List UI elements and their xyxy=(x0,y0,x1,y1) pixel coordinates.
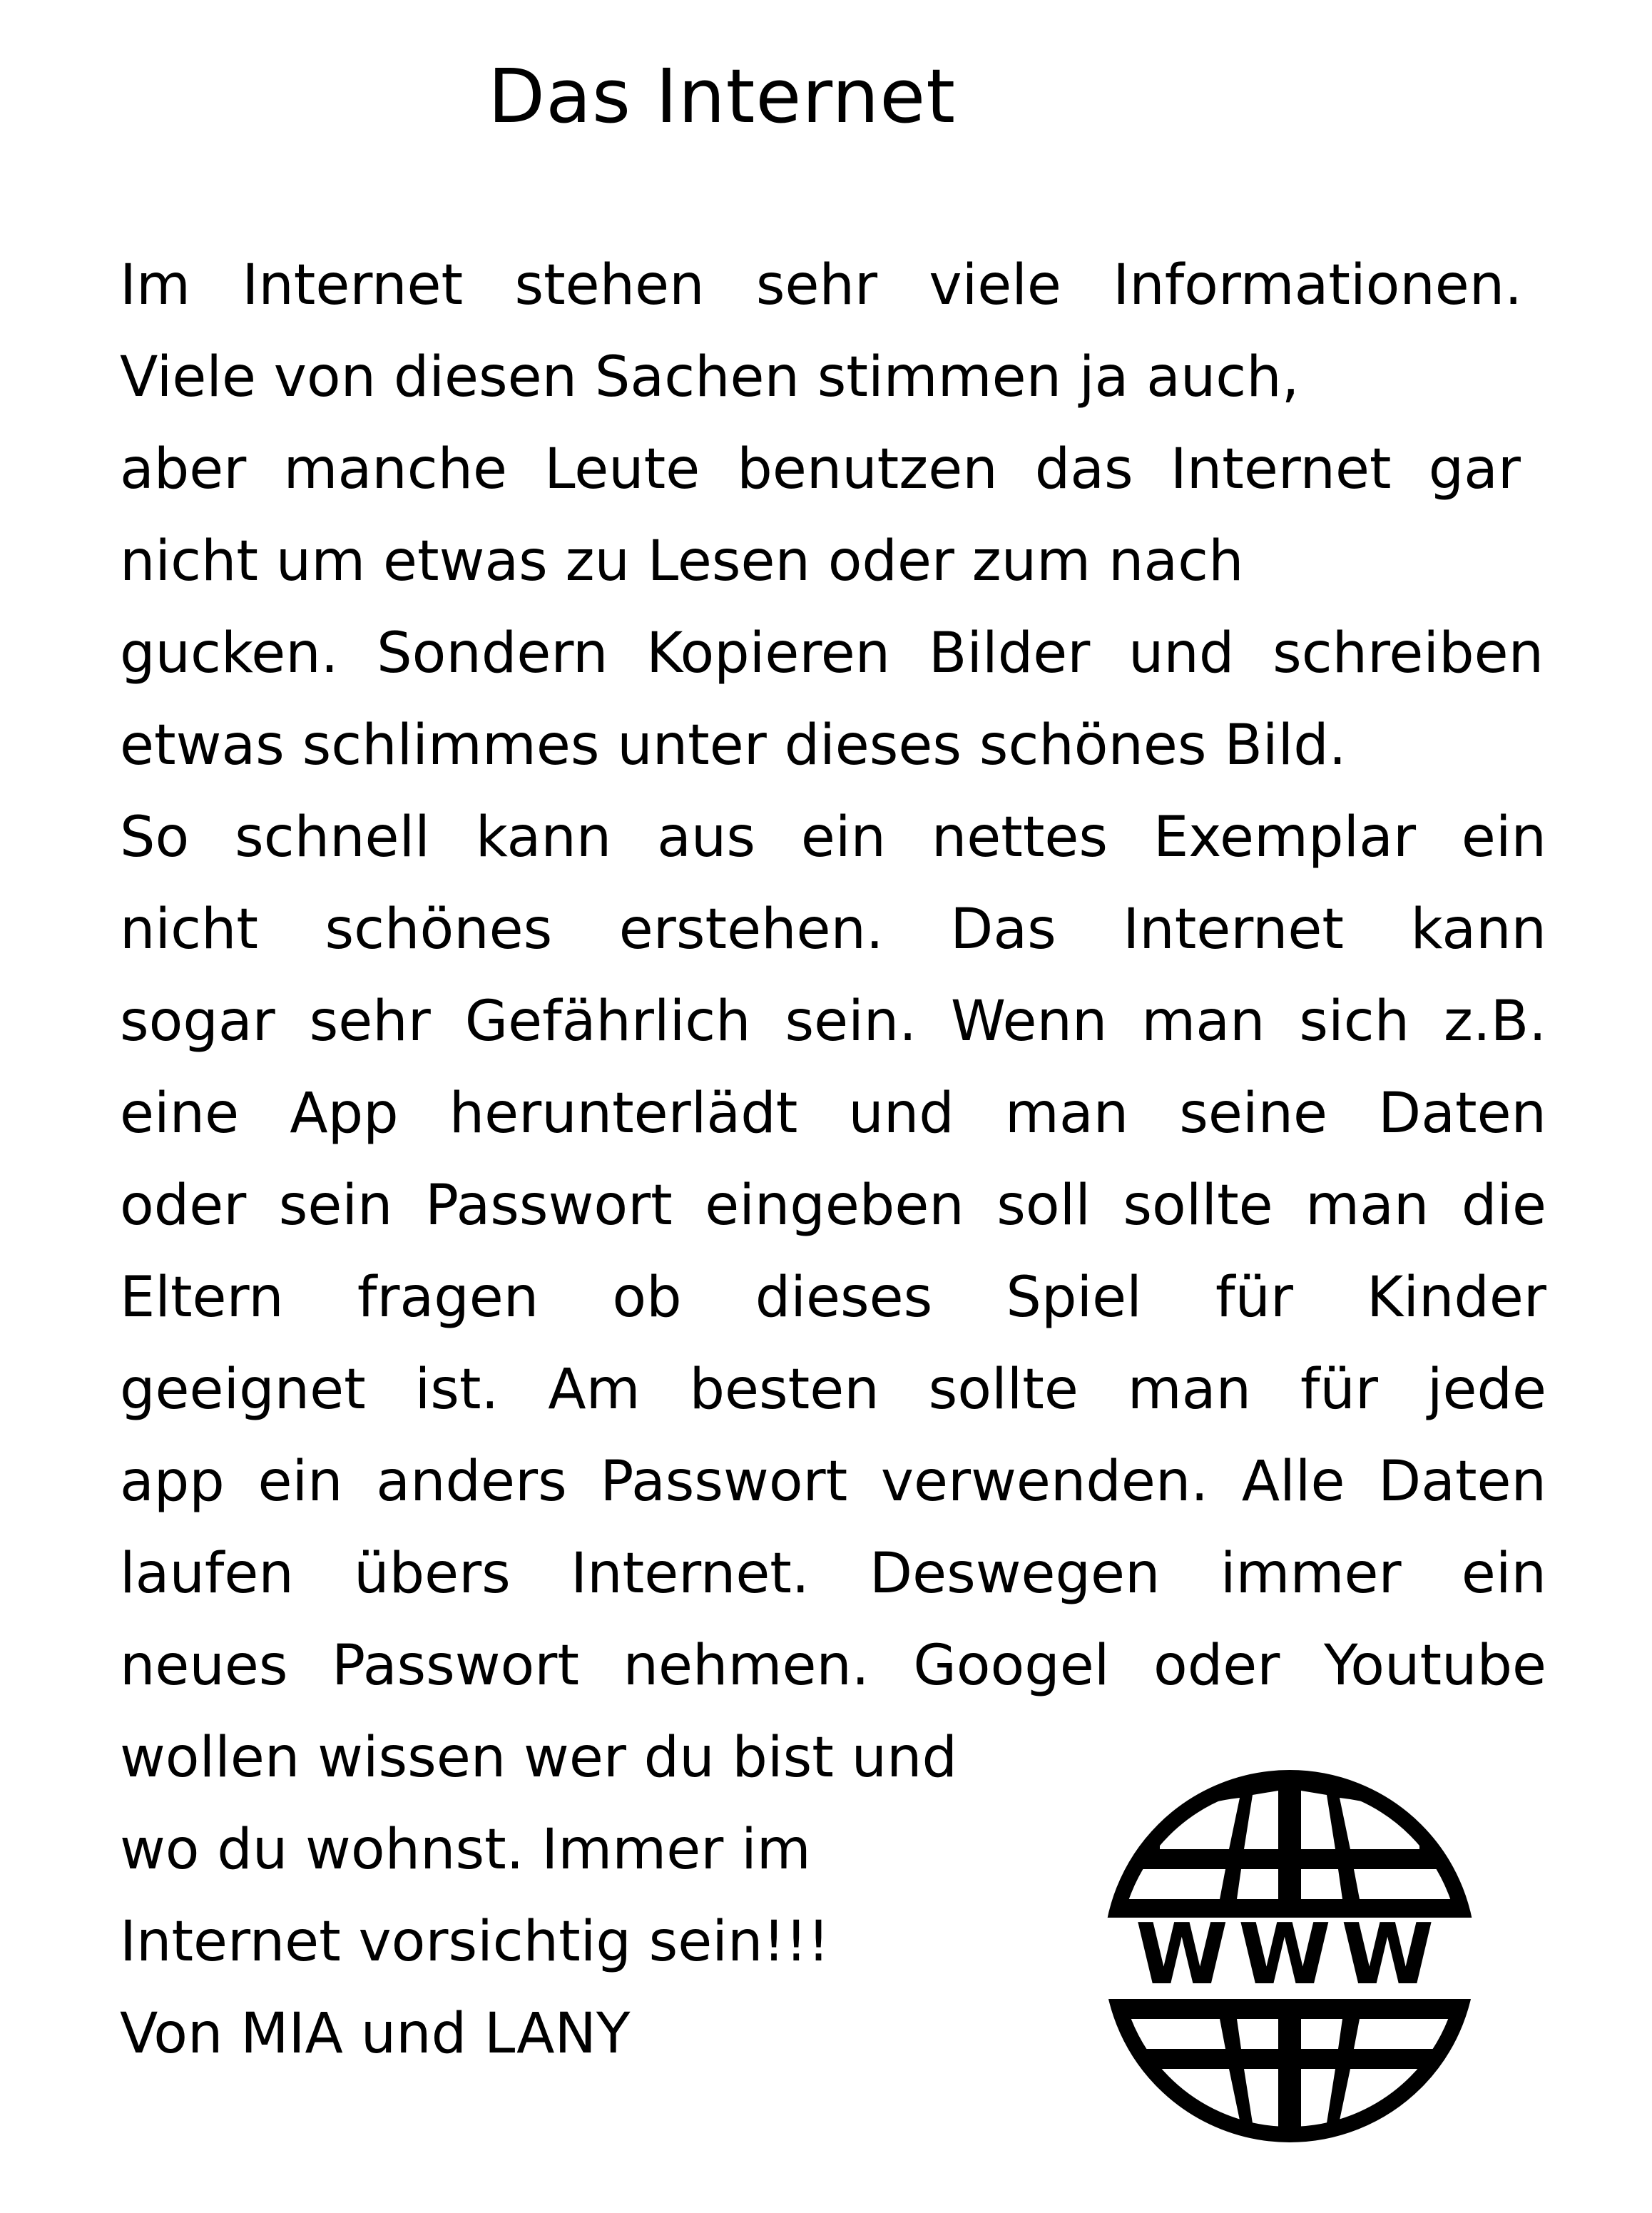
body-line: Im Internet stehen sehr viele Informationen. xyxy=(120,253,1522,317)
body-line: nicht schönes erstehen. Das Internet kann xyxy=(120,897,1546,962)
www-globe-icon xyxy=(1104,1769,1475,2144)
body-line: app ein anders Passwort verwenden. Alle Daten xyxy=(120,1450,1546,1514)
body-line: eine App herunterlädt und man seine Daten xyxy=(120,1082,1546,1146)
body-line: geeignet ist. Am besten sollte man für jede xyxy=(120,1358,1546,1422)
body-line: etwas schlimmes unter dieses schönes Bild. xyxy=(120,713,1347,778)
body-line: Eltern fragen ob dieses Spiel für Kinder xyxy=(120,1266,1546,1330)
body-line: gucken. Sondern Kopieren Bilder und schreiben xyxy=(120,621,1544,686)
www-label: WWW xyxy=(1135,1905,1444,2003)
body-line: neues Passwort nehmen. Googel oder Youtube xyxy=(120,1634,1546,1698)
body-line: wollen wissen wer du bist und xyxy=(120,1726,957,1790)
body-line: Viele von diesen Sachen stimmen ja auch, xyxy=(120,345,1300,409)
body-line: Von MIA und LANY xyxy=(120,2002,631,2066)
body-line: nicht um etwas zu Lesen oder zum nach xyxy=(120,529,1244,594)
document-title: Das Internet xyxy=(488,53,957,140)
body-line: oder sein Passwort eingeben soll sollte man die xyxy=(120,1174,1546,1238)
body-line: So schnell kann aus ein nettes Exemplar ein xyxy=(120,805,1546,870)
body-line: Internet vorsichtig sein!!! xyxy=(120,1910,830,1974)
body-line: aber manche Leute benutzen das Internet gar xyxy=(120,437,1521,502)
body-line: wo du wohnst. Immer im xyxy=(120,1818,811,1882)
body-line: laufen übers Internet. Deswegen immer ein xyxy=(120,1542,1546,1606)
body-line: sogar sehr Gefährlich sein. Wenn man sich z.B. xyxy=(120,990,1546,1054)
